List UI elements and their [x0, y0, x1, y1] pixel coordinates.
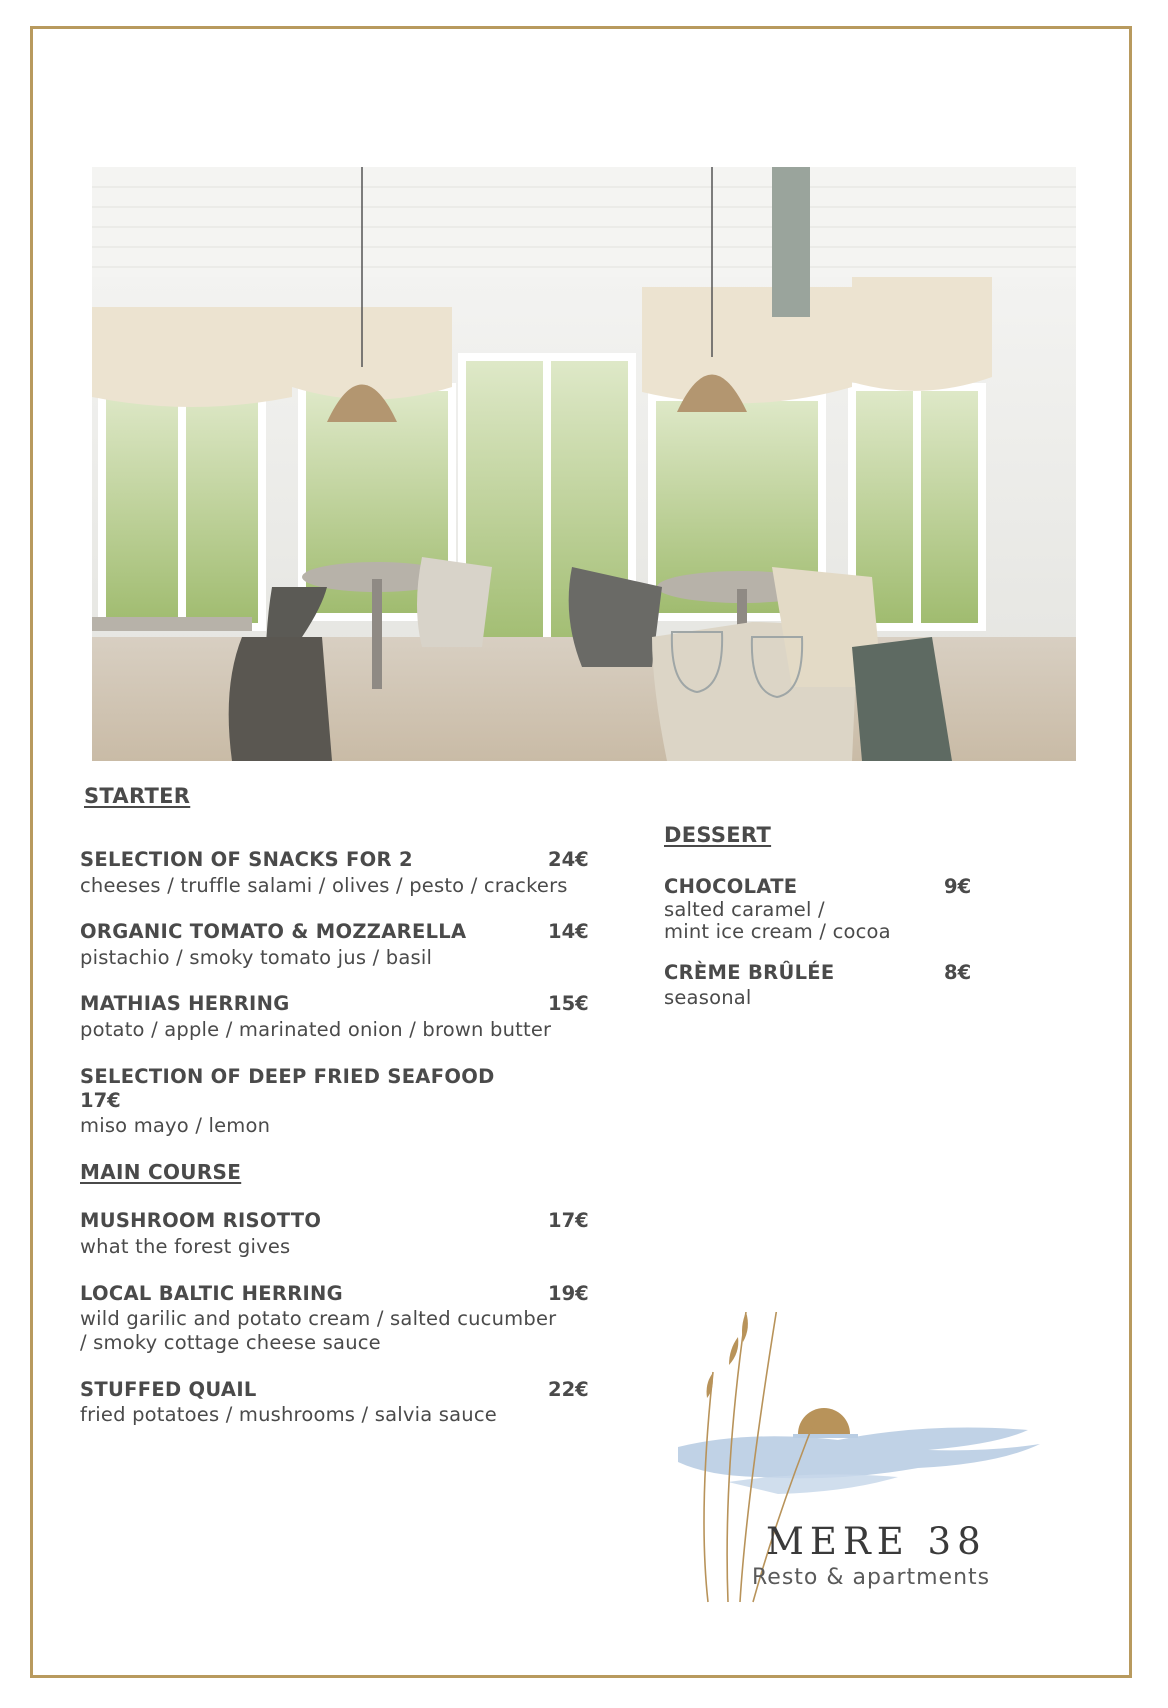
main-course-heading: MAIN COURSE [80, 1160, 242, 1184]
logo-tagline: Resto & apartments [752, 1565, 991, 1590]
menu-item-price: 9€ [944, 875, 972, 898]
menu-item-title: SELECTION OF DEEP FRIED SEAFOOD [80, 1065, 495, 1088]
menu-item-title: STUFFED QUAIL [80, 1378, 257, 1401]
menu-item-price: 19€ [548, 1282, 589, 1305]
menu-item-price: 17€ [548, 1209, 589, 1232]
menu-item-description: / smoky cottage cheese sauce [80, 1331, 381, 1354]
logo-name: MERE 38 [766, 1520, 987, 1563]
menu-item-description: mint ice cream / cocoa [664, 920, 891, 943]
menu-item-price: 15€ [548, 992, 589, 1015]
menu-item-title: LOCAL BALTIC HERRING [80, 1282, 343, 1305]
menu-item-title: SELECTION OF SNACKS FOR 2 [80, 848, 413, 871]
menu-item-description: what the forest gives [80, 1235, 291, 1258]
menu-item-title: CHOCOLATE [664, 875, 798, 898]
menu-item-description: fried potatoes / mushrooms / salvia sauce [80, 1403, 497, 1426]
starter-heading: STARTER [84, 784, 191, 808]
menu-item-description: seasonal [664, 986, 752, 1009]
menu-item-description: pistachio / smoky tomato jus / basil [80, 946, 433, 969]
menu-item-description: wild garilic and potato cream / salted cucumber [80, 1307, 557, 1330]
menu-item-description: miso mayo / lemon [80, 1114, 271, 1137]
dessert-heading: DESSERT [664, 823, 772, 847]
menu-item-price: 22€ [548, 1378, 589, 1401]
menu-item-description: potato / apple / marinated onion / brown butter [80, 1018, 552, 1041]
menu-item-title: MUSHROOM RISOTTO [80, 1209, 322, 1232]
menu-item-title: ORGANIC TOMATO & MOZZARELLA [80, 920, 467, 943]
menu-item-price: 8€ [944, 961, 972, 984]
menu-item-description: cheeses / truffle salami / olives / pesto / crackers [80, 874, 568, 897]
menu-item-title: CRÈME BRÛLÉE [664, 961, 835, 984]
menu-item-description: salted caramel / [664, 898, 825, 921]
restaurant-interior-photo [92, 167, 1076, 761]
menu-item-title: MATHIAS HERRING [80, 992, 290, 1015]
menu-item-price: 14€ [548, 920, 589, 943]
menu-item-price: 24€ [548, 848, 589, 871]
menu-item-price: 17€ [80, 1089, 121, 1112]
